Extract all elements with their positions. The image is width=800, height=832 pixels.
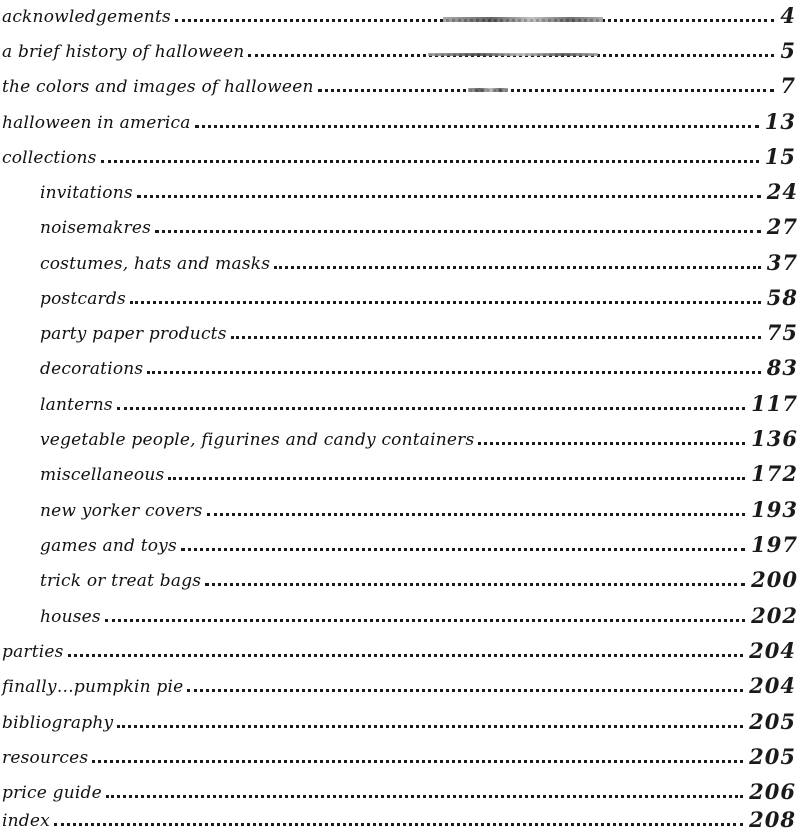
toc-entry-page: 24	[766, 179, 798, 204]
toc-entry-title: decorations	[40, 359, 144, 379]
dot-leader	[318, 89, 775, 92]
toc-entry-title: games and toys	[40, 536, 177, 556]
toc-entry-page: 5	[780, 38, 796, 63]
toc-entry-title: a brief history of halloween	[2, 42, 245, 62]
toc-entry-title: parties	[2, 642, 64, 662]
toc-entry-price-guide[interactable]	[0, 776, 796, 804]
dot-leader	[181, 548, 745, 551]
toc-entry-trick-or-treat[interactable]	[0, 564, 798, 592]
dot-leader	[155, 230, 761, 233]
toc-entry-postcards[interactable]	[0, 282, 798, 310]
toc-entry-lanterns[interactable]	[0, 388, 798, 416]
dot-leader	[231, 336, 761, 339]
toc-entry-title: index	[2, 811, 50, 831]
toc-entry-page: 27	[766, 214, 798, 239]
dot-leader	[175, 19, 774, 22]
toc-entry-index[interactable]	[0, 804, 796, 832]
dot-leader	[117, 725, 743, 728]
toc-entry-title: houses	[40, 607, 101, 627]
dot-leader	[168, 477, 745, 480]
dot-leader	[54, 823, 743, 826]
toc-entry-title: bibliography	[2, 713, 114, 733]
toc-entry-page: 172	[751, 461, 798, 486]
print-smudge	[443, 17, 603, 22]
toc-entry-title: lanterns	[40, 395, 113, 415]
toc-entry-page: 204	[749, 673, 796, 698]
toc-entry-title: costumes, hats and masks	[40, 254, 271, 274]
dot-leader	[478, 442, 745, 445]
dot-leader	[101, 160, 759, 163]
dot-leader	[105, 619, 745, 622]
toc-entry-title: party paper products	[40, 324, 227, 344]
toc-entry-miscellaneous[interactable]	[0, 458, 798, 486]
toc-entry-new-yorker[interactable]	[0, 494, 798, 522]
toc-entry-page: 197	[751, 532, 798, 557]
toc-entry-title: trick or treat bags	[40, 571, 202, 591]
toc-entry-invitations[interactable]	[0, 176, 798, 204]
toc-entry-page: 37	[766, 250, 798, 275]
toc-entry-decorations[interactable]	[0, 352, 798, 380]
toc-entry-page: 117	[751, 391, 798, 416]
toc-entry-page: 202	[751, 603, 798, 628]
dot-leader	[117, 407, 745, 410]
dot-leader	[130, 301, 761, 304]
dot-leader	[106, 795, 743, 798]
dot-leader	[205, 583, 745, 586]
toc-entry-page: 206	[749, 779, 796, 804]
toc-entry-resources[interactable]	[0, 741, 796, 769]
dot-leader	[92, 760, 743, 763]
dot-leader	[68, 654, 744, 657]
toc-entry-party-paper[interactable]	[0, 317, 798, 345]
toc-entry-noisemakers[interactable]	[0, 211, 798, 239]
toc-entry-title: vegetable people, figurines and candy containers	[40, 430, 475, 450]
toc-entry-bibliography[interactable]	[0, 706, 796, 734]
toc-entry-colors-images[interactable]	[0, 70, 796, 98]
print-smudge	[428, 53, 598, 56]
toc-entry-acknowledgements[interactable]	[0, 0, 796, 28]
dot-leader	[207, 513, 746, 516]
toc-entry-page: 136	[751, 426, 798, 451]
toc-entry-title: the colors and images of halloween	[2, 77, 314, 97]
dot-leader	[195, 125, 759, 128]
toc-entry-title: postcards	[40, 289, 126, 309]
toc-entry-games-toys[interactable]	[0, 529, 798, 557]
toc-entry-houses[interactable]	[0, 600, 798, 628]
toc-entry-page: 193	[751, 497, 798, 522]
print-smudge	[468, 88, 508, 92]
toc-entry-page: 7	[780, 73, 796, 98]
toc-entry-title: resources	[2, 748, 89, 768]
toc-entry-vegetable-people[interactable]	[0, 423, 798, 451]
toc-entry-page: 204	[749, 638, 796, 663]
toc-entry-parties[interactable]	[0, 635, 796, 663]
toc-entry-title: price guide	[2, 783, 102, 803]
toc-entry-title: halloween in america	[2, 113, 191, 133]
dot-leader	[137, 195, 761, 198]
toc-entry-page: 83	[766, 355, 798, 380]
dot-leader	[248, 54, 774, 57]
toc-entry-title: invitations	[40, 183, 133, 203]
toc-entry-page: 15	[764, 144, 796, 169]
toc-entry-pumpkin-pie[interactable]	[0, 670, 796, 698]
toc-entry-collections[interactable]	[0, 141, 796, 169]
toc-entry-costumes[interactable]	[0, 247, 798, 275]
toc-entry-page: 200	[751, 567, 798, 592]
toc-entry-page: 4	[780, 3, 796, 28]
toc-entry-title: new yorker covers	[40, 501, 203, 521]
dot-leader	[274, 266, 761, 269]
toc-entry-title: finally…pumpkin pie	[2, 677, 184, 697]
toc-entry-title: collections	[2, 148, 97, 168]
toc-entry-page: 205	[749, 709, 796, 734]
dot-leader	[147, 371, 760, 374]
toc-entry-halloween-america[interactable]	[0, 106, 796, 134]
toc-entry-title: miscellaneous	[40, 465, 165, 485]
toc-entry-page: 58	[766, 285, 798, 310]
toc-entry-page: 205	[749, 744, 796, 769]
toc-entry-page: 13	[764, 109, 796, 134]
toc-entry-title: acknowledgements	[2, 7, 171, 27]
dot-leader	[187, 689, 743, 692]
toc-entry-title: noisemakres	[40, 218, 152, 238]
toc-entry-page: 75	[766, 320, 798, 345]
toc-entry-history[interactable]	[0, 35, 796, 63]
toc-entry-page: 208	[749, 807, 796, 832]
